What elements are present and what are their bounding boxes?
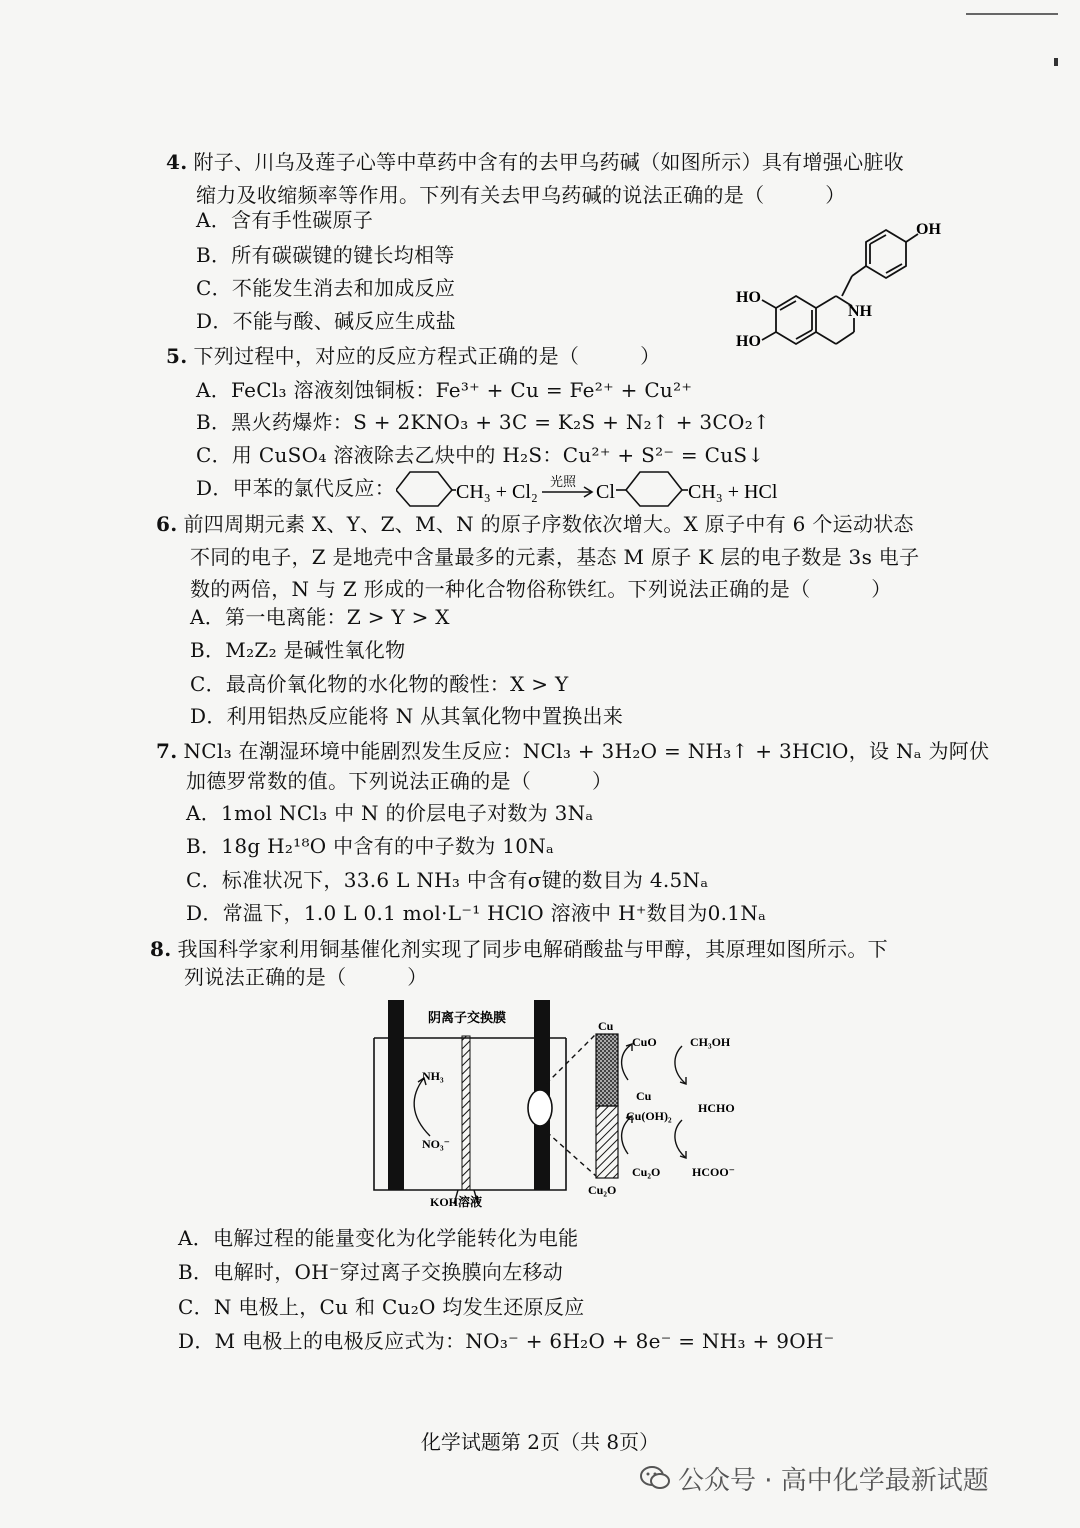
q4-option-b: B．所有碳碳键的键长均相等 [196, 243, 455, 267]
light-condition: 光照 [550, 474, 577, 489]
cuoh2-label: Cu(OH)₂ [626, 1109, 672, 1123]
q8-option-d: D．M 电极上的电极反应式为：NO₃⁻ + 6H₂O + 8e⁻ = NH₃ + 9OH⁻ [178, 1329, 835, 1353]
cu2o-cycle-label: Cu₂O [632, 1165, 661, 1179]
q5-number: 5. [166, 344, 188, 368]
ho-label-1: HO [736, 289, 761, 306]
q8-option-b: B．电解时，OH⁻穿过离子交换膜向左移动 [178, 1260, 564, 1284]
hcho-label: HCHO [698, 1101, 735, 1115]
ch3oh-label: CH₃OH [690, 1035, 731, 1049]
hcoo-label: HCOO⁻ [692, 1165, 736, 1179]
page-footer: 化学试题第 2页（共 8页） [420, 1430, 660, 1454]
benzene-ring-icon [396, 472, 452, 506]
ch3-hcl-text: CH₃ + HCl [688, 481, 778, 503]
q4-number: 4. [166, 150, 188, 174]
q7-option-d: D．常温下，1.0 L 0.1 mol·L⁻¹ HClO 溶液中 H⁺数目为0.1Nₐ [186, 901, 767, 925]
electrode-zoom-ellipse [528, 1090, 552, 1126]
cu-top-label: Cu [598, 1019, 614, 1033]
cu2o-layer [596, 1106, 618, 1178]
q7-option-b: B．18g H₂¹⁸O 中含有的中子数为 10Nₐ [186, 834, 555, 858]
q5-option-b: B．黑火药爆炸：S + 2KNO₃ + 3C = K₂S + N₂↑ + 3CO₂↑ [196, 410, 771, 434]
cu-cycle-label: Cu [636, 1089, 652, 1103]
q6-option-a: A．第一电离能：Z > Y > X [190, 605, 450, 629]
membrane-label: 阴离子交换膜 [428, 1010, 507, 1025]
q7-number: 7. [156, 739, 178, 763]
nh3-label: NH₃ [422, 1069, 444, 1083]
q5-option-c: C．用 CuSO₄ 溶液除去乙炔中的 H₂S：Cu²⁺ + S²⁻ = CuS↓ [196, 443, 765, 467]
q5-option-d: D．甲苯的氯代反应： [196, 476, 396, 500]
oh-label-top: OH [916, 221, 941, 238]
no3-label: NO₃⁻ [422, 1137, 450, 1151]
q7-option-c: C．标准状况下，33.6 L NH₃ 中含有σ键的数目为 4.5Nₐ [186, 868, 709, 892]
ho-label-2: HO [736, 333, 761, 350]
wechat-icon [640, 1465, 670, 1498]
corner-mark [1054, 58, 1058, 66]
q6-option-c: C．最高价氧化物的水化物的酸性：X > Y [190, 672, 569, 696]
q8-stem-line-2: 列说法正确的是（ ） [184, 965, 428, 989]
norcoclaurine-structure [730, 214, 960, 354]
q6-stem-line-3: 数的两倍，N 与 Z 形成的一种化合物俗称铁红。下列说法正确的是（ ） [190, 577, 892, 601]
cu-cuo-layer [596, 1034, 618, 1106]
watermark [640, 1460, 989, 1498]
q4-option-c: C．不能发生消去和加成反应 [196, 276, 456, 300]
q6-stem-line-2: 不同的电子，Z 是地壳中含量最多的元素，基态 M 原子 K 层的电子数是 3s 电子 [190, 545, 920, 569]
q4-option-d: D．不能与酸、碱反应生成盐 [196, 309, 456, 333]
benzene-ring-icon-2 [626, 472, 682, 506]
q4-stem-line-1: 4. 附子、川乌及莲子心等中草药中含有的去甲乌药碱（如图所示）具有增强心脏收 [166, 150, 904, 174]
cuo-label: CuO [632, 1035, 657, 1049]
cu2o-bottom-label: Cu₂O [588, 1183, 617, 1197]
top-rule [966, 13, 1058, 15]
q6-option-b: B．M₂Z₂ 是碱性氧化物 [190, 638, 406, 662]
q5-option-a: A．FeCl₃ 溶液刻蚀铜板：Fe³⁺ + Cu = Fe²⁺ + Cu²⁺ [196, 378, 693, 402]
q7-stem-line-2: 加德罗常数的值。下列说法正确的是（ ） [186, 769, 613, 793]
q8-number: 8. [150, 937, 172, 961]
watermark-text: 公众号 · 高中化学最新试题 [678, 1466, 989, 1496]
koh-label: KOH溶液 [430, 1195, 483, 1208]
q8-stem-line-1: 8. 我国科学家利用铜基催化剂实现了同步电解硝酸盐与甲醇，其原理如图所示。下 [150, 937, 888, 961]
nh-label: NH [848, 303, 872, 320]
m-electrode [388, 1000, 404, 1190]
ch3-cl2-text: CH₃ + Cl₂ [456, 481, 538, 503]
q6-option-d: D．利用铝热反应能将 N 从其氧化物中置换出来 [190, 704, 624, 728]
q5-option-d-equation [396, 466, 786, 508]
q7-stem-line-1: 7. NCl₃ 在潮湿环境中能剧烈发生反应：NCl₃ + 3H₂O = NH₃↑ + 3HClO，设 Nₐ 为阿伏 [156, 739, 990, 763]
electrolysis-diagram [370, 996, 780, 1208]
q8-option-a: A．电解过程的能量变化为化学能转化为电能 [178, 1226, 579, 1250]
q4-stem-line-2: 缩力及收缩频率等作用。下列有关去甲乌药碱的说法正确的是（ ） [196, 183, 846, 207]
cl-text: Cl [596, 481, 615, 503]
q4-option-a: A．含有手性碳原子 [196, 208, 374, 232]
q6-stem-line-1: 6. 前四周期元素 X、Y、Z、M、N 的原子序数依次增大。X 原子中有 6 个运动状态 [156, 512, 914, 536]
q5-stem: 5. 下列过程中，对应的反应方程式正确的是（ ） [166, 344, 661, 368]
q7-option-a: A．1mol NCl₃ 中 N 的价层电子对数为 3Nₐ [186, 801, 594, 825]
q6-number: 6. [156, 512, 178, 536]
q8-option-c: C．N 电极上，Cu 和 Cu₂O 均发生还原反应 [178, 1295, 585, 1319]
anion-exchange-membrane [462, 1036, 470, 1190]
